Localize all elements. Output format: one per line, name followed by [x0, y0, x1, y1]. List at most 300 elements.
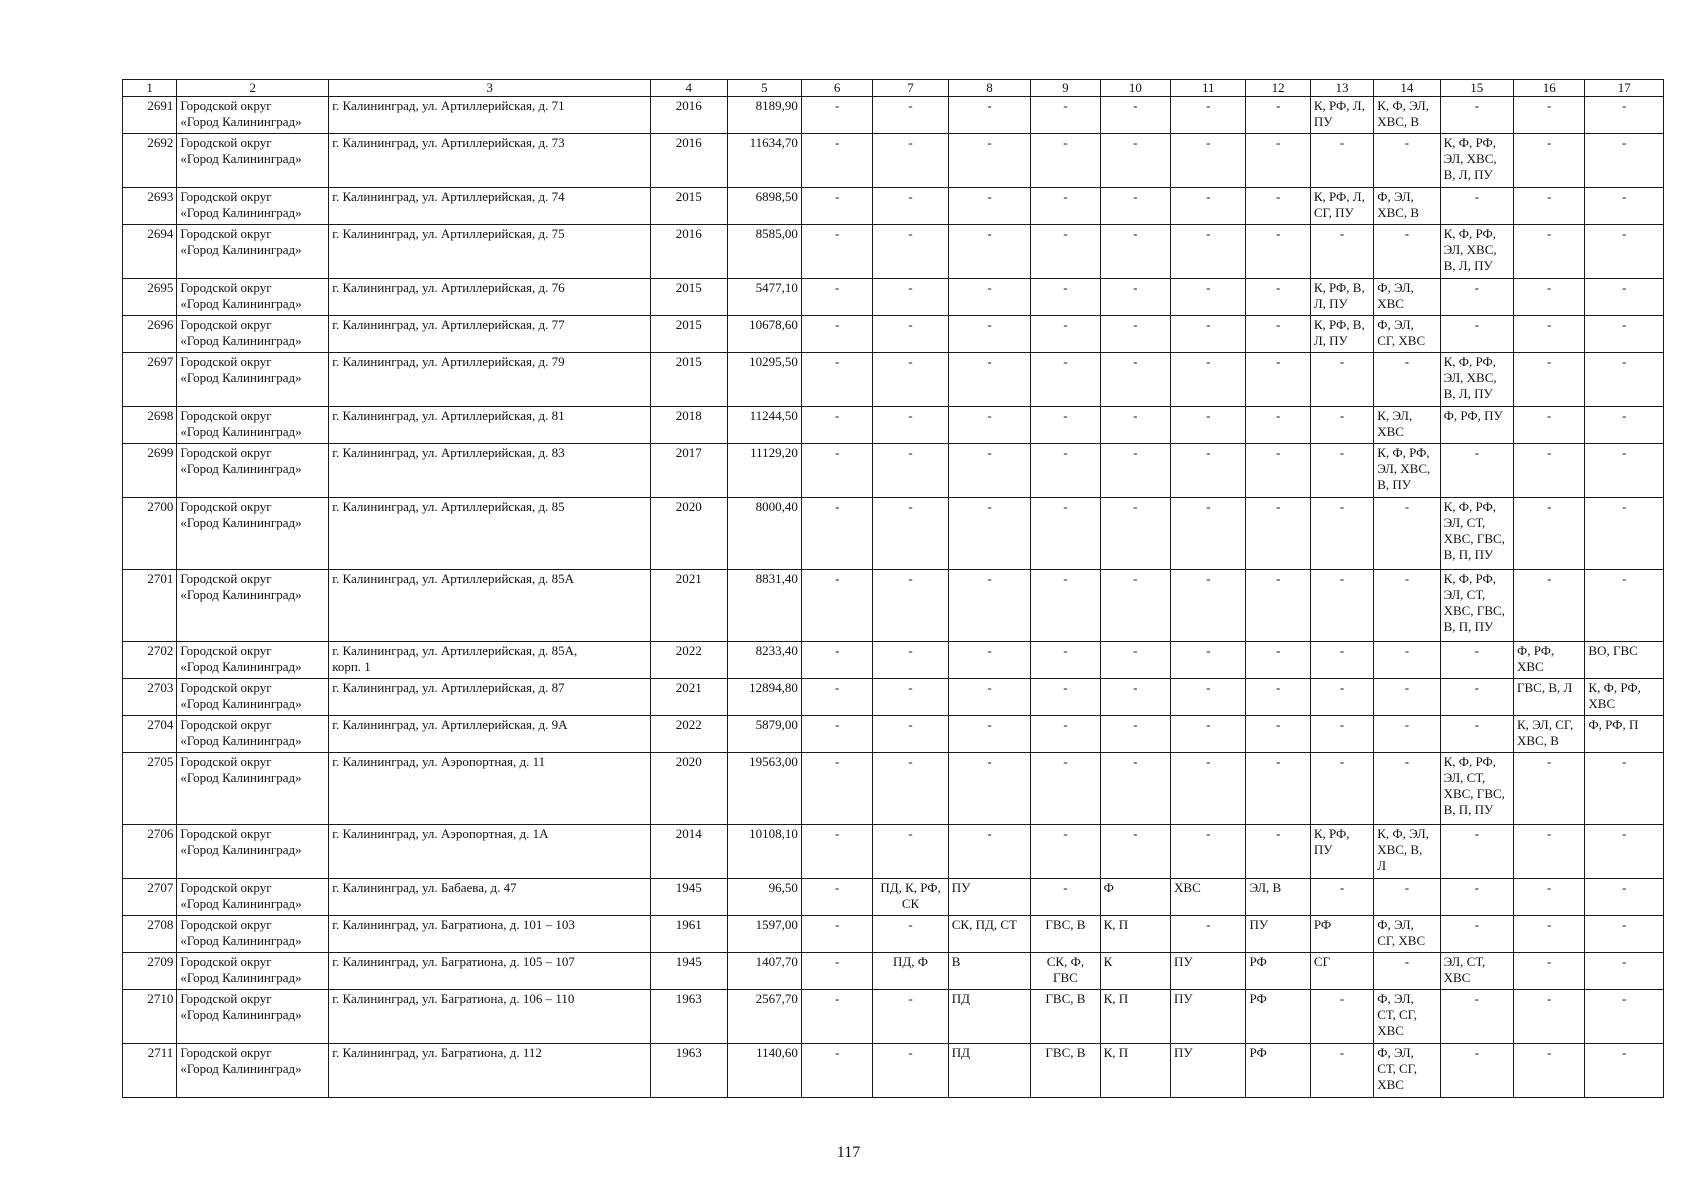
table-cell: -: [1031, 825, 1100, 879]
table-cell: -: [873, 642, 948, 679]
table-cell: Городской округ «Город Калининград»: [177, 498, 329, 570]
table-cell: К, П: [1100, 990, 1170, 1044]
table-cell: ГВС, В: [1031, 916, 1100, 953]
table-cell: 2702: [123, 642, 177, 679]
table-cell: -: [1310, 570, 1373, 642]
table-cell: -: [1514, 953, 1585, 990]
table-cell: -: [1585, 1044, 1664, 1098]
table-cell: 2020: [651, 498, 727, 570]
table-cell: -: [1440, 825, 1513, 879]
table-cell: -: [1100, 134, 1170, 188]
table-cell: -: [873, 679, 948, 716]
table-cell: -: [1440, 879, 1513, 916]
table-cell: 2014: [651, 825, 727, 879]
table-cell: К, РФ, В, Л, ПУ: [1310, 279, 1373, 316]
table-cell: -: [1246, 279, 1310, 316]
table-cell: -: [1171, 642, 1246, 679]
table-row: [123, 716, 1664, 753]
table-cell: -: [1100, 188, 1170, 225]
table-cell: 2017: [651, 444, 727, 498]
table-row: [123, 642, 1664, 679]
table-cell: -: [1100, 97, 1170, 134]
table-cell: СГ: [1310, 953, 1373, 990]
table-cell: 96,50: [727, 879, 801, 916]
table-cell: К, Ф, РФ, ЭЛ, ХВС, В, Л, ПУ: [1440, 225, 1513, 279]
table-cell: -: [948, 753, 1030, 825]
table-cell: Городской округ «Город Калининград»: [177, 953, 329, 990]
table-cell: -: [873, 353, 948, 407]
table-cell: 2707: [123, 879, 177, 916]
table-cell: 19563,00: [727, 753, 801, 825]
table-cell: 2701: [123, 570, 177, 642]
table-cell: -: [873, 990, 948, 1044]
table-cell: 2705: [123, 753, 177, 825]
table-row: [123, 97, 1664, 134]
table-cell: СК, ПД, СТ: [948, 916, 1030, 953]
table-cell: -: [1514, 1044, 1585, 1098]
table-cell: -: [1585, 825, 1664, 879]
table-cell: -: [1440, 990, 1513, 1044]
table-cell: К, Ф, ЭЛ, ХВС, В: [1374, 97, 1440, 134]
table-cell: -: [1171, 444, 1246, 498]
table-cell: ЭЛ, В: [1246, 879, 1310, 916]
table-cell: 2016: [651, 225, 727, 279]
table-cell: Ф, РФ, ХВС: [1514, 642, 1585, 679]
table-cell: 10108,10: [727, 825, 801, 879]
table-cell: -: [1440, 642, 1513, 679]
table-cell: ЭЛ, СТ, ХВС: [1440, 953, 1513, 990]
table-cell: Городской округ «Город Калининград»: [177, 879, 329, 916]
table-cell: -: [948, 97, 1030, 134]
table-cell: -: [1310, 407, 1373, 444]
table-row: [123, 1044, 1664, 1098]
table-cell: 2021: [651, 679, 727, 716]
table-cell: -: [1310, 353, 1373, 407]
table-cell: 8831,40: [727, 570, 801, 642]
table-cell: Городской округ «Город Калининград»: [177, 97, 329, 134]
table-cell: -: [873, 188, 948, 225]
table-cell: К, Ф, РФ, ЭЛ, ХВС, В, Л, ПУ: [1440, 134, 1513, 188]
table-cell: -: [1374, 716, 1440, 753]
table-cell: -: [1100, 679, 1170, 716]
table-cell: Городской округ «Город Калининград»: [177, 134, 329, 188]
table-cell: -: [1031, 716, 1100, 753]
table-cell: г. Калининград, ул. Артиллерийская, д. 85А: [329, 570, 651, 642]
table-row: [123, 188, 1664, 225]
table-cell: Ф, ЭЛ, СГ, ХВС: [1374, 316, 1440, 353]
table-cell: СК, Ф, ГВС: [1031, 953, 1100, 990]
table-cell: -: [948, 570, 1030, 642]
table-cell: -: [801, 916, 872, 953]
table-cell: -: [1310, 753, 1373, 825]
table-cell: -: [1374, 753, 1440, 825]
table-cell: 1407,70: [727, 953, 801, 990]
table-cell: -: [1374, 570, 1440, 642]
column-number-header: 6: [801, 80, 872, 97]
table-cell: ПД: [948, 990, 1030, 1044]
table-cell: 2021: [651, 570, 727, 642]
table-cell: -: [801, 679, 872, 716]
table-cell: 11634,70: [727, 134, 801, 188]
table-cell: 2692: [123, 134, 177, 188]
table-cell: -: [873, 1044, 948, 1098]
table-cell: -: [1440, 1044, 1513, 1098]
table-cell: 1140,60: [727, 1044, 801, 1098]
column-number-row: [123, 80, 1664, 97]
table-cell: 8233,40: [727, 642, 801, 679]
table-cell: -: [873, 225, 948, 279]
table-cell: -: [1031, 134, 1100, 188]
table-cell: -: [873, 279, 948, 316]
column-number-header: 3: [329, 80, 651, 97]
table-cell: -: [1514, 407, 1585, 444]
table-cell: -: [1585, 990, 1664, 1044]
table-cell: -: [873, 916, 948, 953]
table-cell: 8189,90: [727, 97, 801, 134]
table-cell: -: [1031, 879, 1100, 916]
table-cell: ГВС, В: [1031, 990, 1100, 1044]
table-row: [123, 353, 1664, 407]
table-cell: -: [1585, 498, 1664, 570]
table-cell: -: [1246, 642, 1310, 679]
table-cell: Ф, ЭЛ, СГ, ХВС: [1374, 916, 1440, 953]
table-cell: 6898,50: [727, 188, 801, 225]
table-cell: -: [801, 316, 872, 353]
table-cell: 2022: [651, 716, 727, 753]
table-cell: -: [1585, 225, 1664, 279]
table-cell: -: [948, 679, 1030, 716]
table-cell: 2015: [651, 353, 727, 407]
table-cell: 2022: [651, 642, 727, 679]
table-cell: -: [1246, 825, 1310, 879]
table-row: [123, 225, 1664, 279]
table-cell: -: [1246, 316, 1310, 353]
table-cell: -: [1310, 679, 1373, 716]
table-cell: ПД: [948, 1044, 1030, 1098]
table-cell: К, Ф, РФ, ЭЛ, ХВС, В, ПУ: [1374, 444, 1440, 498]
table-cell: К, Ф, ЭЛ, ХВС, В, Л: [1374, 825, 1440, 879]
table-cell: -: [1585, 279, 1664, 316]
table-cell: -: [801, 498, 872, 570]
table-cell: 2711: [123, 1044, 177, 1098]
table-cell: -: [873, 97, 948, 134]
table-cell: К, П: [1100, 1044, 1170, 1098]
table-cell: -: [948, 825, 1030, 879]
table-cell: -: [1246, 188, 1310, 225]
table-cell: РФ: [1310, 916, 1373, 953]
table-cell: г. Калининград, ул. Артиллерийская, д. 83: [329, 444, 651, 498]
table-cell: -: [1514, 498, 1585, 570]
table-cell: К, П: [1100, 916, 1170, 953]
table-cell: -: [1171, 225, 1246, 279]
table-cell: -: [1440, 444, 1513, 498]
table-cell: Ф, ЭЛ, СТ, СГ, ХВС: [1374, 990, 1440, 1044]
table-cell: 2697: [123, 353, 177, 407]
table-cell: -: [801, 990, 872, 1044]
table-cell: 2567,70: [727, 990, 801, 1044]
table-cell: 2709: [123, 953, 177, 990]
column-number-header: 7: [873, 80, 948, 97]
table-cell: -: [1100, 716, 1170, 753]
table-cell: 12894,80: [727, 679, 801, 716]
table-cell: -: [1440, 97, 1513, 134]
table-cell: г. Калининград, ул. Багратиона, д. 101 – 103: [329, 916, 651, 953]
table-cell: Городской округ «Город Калининград»: [177, 716, 329, 753]
table-cell: В: [948, 953, 1030, 990]
table-cell: -: [1514, 753, 1585, 825]
table-cell: г. Калининград, ул. Артиллерийская, д. 77: [329, 316, 651, 353]
table-cell: -: [801, 825, 872, 879]
table-cell: г. Калининград, ул. Багратиона, д. 105 – 107: [329, 953, 651, 990]
table-cell: -: [801, 642, 872, 679]
table-cell: 2016: [651, 97, 727, 134]
table-cell: Городской округ «Город Калининград»: [177, 188, 329, 225]
table-cell: -: [1100, 498, 1170, 570]
table-cell: г. Калининград, ул. Аэропортная, д. 11: [329, 753, 651, 825]
table-cell: К, РФ, Л, ПУ: [1310, 97, 1373, 134]
table-cell: г. Калининград, ул. Артиллерийская, д. 76: [329, 279, 651, 316]
table-cell: г. Калининград, ул. Бабаева, д. 47: [329, 879, 651, 916]
table-cell: ВО, ГВС: [1585, 642, 1664, 679]
table-cell: -: [1246, 353, 1310, 407]
table-cell: 5477,10: [727, 279, 801, 316]
table-cell: -: [1585, 753, 1664, 825]
table-cell: -: [1585, 953, 1664, 990]
table-cell: -: [1585, 97, 1664, 134]
table-cell: К, РФ, ПУ: [1310, 825, 1373, 879]
table-cell: -: [1310, 1044, 1373, 1098]
table-cell: 2018: [651, 407, 727, 444]
table-cell: г. Калининград, ул. Артиллерийская, д. 71: [329, 97, 651, 134]
column-number-header: 13: [1310, 80, 1373, 97]
table-cell: -: [1100, 570, 1170, 642]
table-cell: Ф, ЭЛ, ХВС: [1374, 279, 1440, 316]
table-cell: Городской округ «Город Калининград»: [177, 407, 329, 444]
table-cell: -: [801, 570, 872, 642]
table-cell: -: [1031, 642, 1100, 679]
table-cell: К, Ф, РФ, ХВС: [1585, 679, 1664, 716]
column-number-header: 15: [1440, 80, 1513, 97]
table-cell: -: [1171, 134, 1246, 188]
table-cell: -: [1585, 316, 1664, 353]
table-cell: г. Калининград, ул. Багратиона, д. 106 – 110: [329, 990, 651, 1044]
table-cell: -: [1246, 134, 1310, 188]
table-cell: -: [1374, 225, 1440, 279]
table-cell: -: [1440, 316, 1513, 353]
table-cell: -: [1031, 225, 1100, 279]
table-cell: -: [948, 134, 1030, 188]
table-cell: -: [1171, 825, 1246, 879]
table-cell: РФ: [1246, 1044, 1310, 1098]
table-cell: -: [1310, 879, 1373, 916]
table-cell: -: [1031, 444, 1100, 498]
table-cell: -: [801, 134, 872, 188]
table-cell: 2708: [123, 916, 177, 953]
table-cell: г. Калининград, ул. Артиллерийская, д. 73: [329, 134, 651, 188]
table-cell: -: [1171, 498, 1246, 570]
table-cell: -: [1514, 279, 1585, 316]
table-cell: -: [1310, 716, 1373, 753]
table-cell: -: [1374, 953, 1440, 990]
table-cell: -: [1100, 444, 1170, 498]
table-cell: -: [801, 1044, 872, 1098]
table-cell: РФ: [1246, 953, 1310, 990]
table-cell: -: [1514, 879, 1585, 916]
table-cell: -: [1585, 188, 1664, 225]
table-cell: -: [1031, 570, 1100, 642]
table-cell: -: [1374, 353, 1440, 407]
table-cell: -: [1031, 279, 1100, 316]
table-cell: -: [873, 407, 948, 444]
table-cell: -: [1514, 188, 1585, 225]
table-cell: -: [1171, 570, 1246, 642]
table-cell: ХВС: [1171, 879, 1246, 916]
table-cell: 2693: [123, 188, 177, 225]
table-row: [123, 407, 1664, 444]
table-row: [123, 825, 1664, 879]
table-cell: 10678,60: [727, 316, 801, 353]
table-row: [123, 316, 1664, 353]
table-cell: Городской округ «Город Калининград»: [177, 990, 329, 1044]
table-cell: -: [1374, 134, 1440, 188]
table-cell: -: [873, 753, 948, 825]
table-cell: К, ЭЛ, СГ, ХВС, В: [1514, 716, 1585, 753]
table-cell: 1963: [651, 990, 727, 1044]
table-cell: -: [1100, 753, 1170, 825]
table-cell: -: [1440, 716, 1513, 753]
table-cell: -: [1100, 642, 1170, 679]
table-cell: Городской округ «Город Калининград»: [177, 444, 329, 498]
table-cell: Городской округ «Город Калининград»: [177, 316, 329, 353]
table-cell: 2015: [651, 316, 727, 353]
table-cell: К, ЭЛ, ХВС: [1374, 407, 1440, 444]
table-cell: ПД, Ф: [873, 953, 948, 990]
table-cell: -: [1310, 225, 1373, 279]
table-cell: 1945: [651, 879, 727, 916]
table-cell: -: [801, 353, 872, 407]
column-number-header: 14: [1374, 80, 1440, 97]
table-row: [123, 990, 1664, 1044]
table-row: [123, 916, 1664, 953]
table-cell: -: [1031, 316, 1100, 353]
table-cell: -: [1171, 353, 1246, 407]
table-cell: -: [1246, 498, 1310, 570]
table-cell: К, Ф, РФ, ЭЛ, СТ, ХВС, ГВС, В, П, ПУ: [1440, 498, 1513, 570]
table-cell: 1961: [651, 916, 727, 953]
table-row: [123, 879, 1664, 916]
table-cell: -: [1100, 407, 1170, 444]
table-cell: -: [1440, 679, 1513, 716]
column-number-header: 11: [1171, 80, 1246, 97]
table-cell: Городской округ «Город Калининград»: [177, 353, 329, 407]
table-cell: г. Калининград, ул. Артиллерийская, д. 75: [329, 225, 651, 279]
table-row: [123, 444, 1664, 498]
table-cell: -: [948, 407, 1030, 444]
table-cell: Городской округ «Город Калининград»: [177, 679, 329, 716]
table-cell: -: [1374, 642, 1440, 679]
table-cell: г. Калининград, ул. Багратиона, д. 112: [329, 1044, 651, 1098]
table-cell: 2015: [651, 188, 727, 225]
column-number-header: 16: [1514, 80, 1585, 97]
table-cell: -: [948, 498, 1030, 570]
table-cell: Городской округ «Город Калининград»: [177, 753, 329, 825]
table-row: [123, 498, 1664, 570]
table-cell: 2691: [123, 97, 177, 134]
table-cell: Городской округ «Город Калининград»: [177, 279, 329, 316]
table-cell: -: [1171, 407, 1246, 444]
table-cell: -: [873, 716, 948, 753]
table-cell: -: [1100, 825, 1170, 879]
table-cell: -: [1310, 498, 1373, 570]
table-cell: Ф, РФ, П: [1585, 716, 1664, 753]
table-cell: 2706: [123, 825, 177, 879]
table-cell: -: [801, 188, 872, 225]
table-cell: Ф, ЭЛ, СТ, СГ, ХВС: [1374, 1044, 1440, 1098]
table-cell: Городской округ «Город Калининград»: [177, 225, 329, 279]
table-cell: К: [1100, 953, 1170, 990]
table-cell: -: [948, 716, 1030, 753]
table-cell: -: [948, 444, 1030, 498]
table-cell: -: [1031, 353, 1100, 407]
table-cell: -: [1374, 679, 1440, 716]
table-cell: 2020: [651, 753, 727, 825]
table-cell: -: [948, 642, 1030, 679]
table-cell: г. Калининград, ул. Артиллерийская, д. 81: [329, 407, 651, 444]
table-cell: -: [1440, 916, 1513, 953]
table-cell: -: [1031, 407, 1100, 444]
table-cell: -: [1514, 825, 1585, 879]
table-cell: -: [873, 444, 948, 498]
table-cell: -: [1171, 316, 1246, 353]
table-cell: ПД, К, РФ, СК: [873, 879, 948, 916]
table-cell: -: [1310, 990, 1373, 1044]
table-cell: -: [1374, 879, 1440, 916]
table-cell: 2694: [123, 225, 177, 279]
table-cell: 2698: [123, 407, 177, 444]
column-number-header: 5: [727, 80, 801, 97]
table-cell: -: [801, 753, 872, 825]
table-cell: -: [1585, 134, 1664, 188]
table-cell: -: [873, 316, 948, 353]
table-cell: -: [1585, 444, 1664, 498]
column-number-header: 12: [1246, 80, 1310, 97]
table-cell: 1963: [651, 1044, 727, 1098]
table-cell: -: [1031, 188, 1100, 225]
table-cell: 2015: [651, 279, 727, 316]
table-cell: -: [948, 353, 1030, 407]
table-cell: -: [801, 953, 872, 990]
table-cell: РФ: [1246, 990, 1310, 1044]
table-cell: Ф, РФ, ПУ: [1440, 407, 1513, 444]
table-cell: 5879,00: [727, 716, 801, 753]
table-cell: -: [1514, 916, 1585, 953]
table-cell: 2696: [123, 316, 177, 353]
table-cell: г. Калининград, ул. Артиллерийская, д. 9А: [329, 716, 651, 753]
column-number-header: 1: [123, 80, 177, 97]
table-row: [123, 279, 1664, 316]
table-cell: 10295,50: [727, 353, 801, 407]
table-cell: -: [1100, 353, 1170, 407]
table-cell: -: [1246, 753, 1310, 825]
table-cell: -: [1246, 570, 1310, 642]
table-cell: К, Ф, РФ, ЭЛ, СТ, ХВС, ГВС, В, П, ПУ: [1440, 753, 1513, 825]
table-cell: 8000,40: [727, 498, 801, 570]
table-cell: г. Калининград, ул. Артиллерийская, д. 79: [329, 353, 651, 407]
table-cell: -: [948, 316, 1030, 353]
table-cell: К, Ф, РФ, ЭЛ, СТ, ХВС, ГВС, В, П, ПУ: [1440, 570, 1513, 642]
table-cell: -: [801, 407, 872, 444]
table-cell: -: [801, 879, 872, 916]
